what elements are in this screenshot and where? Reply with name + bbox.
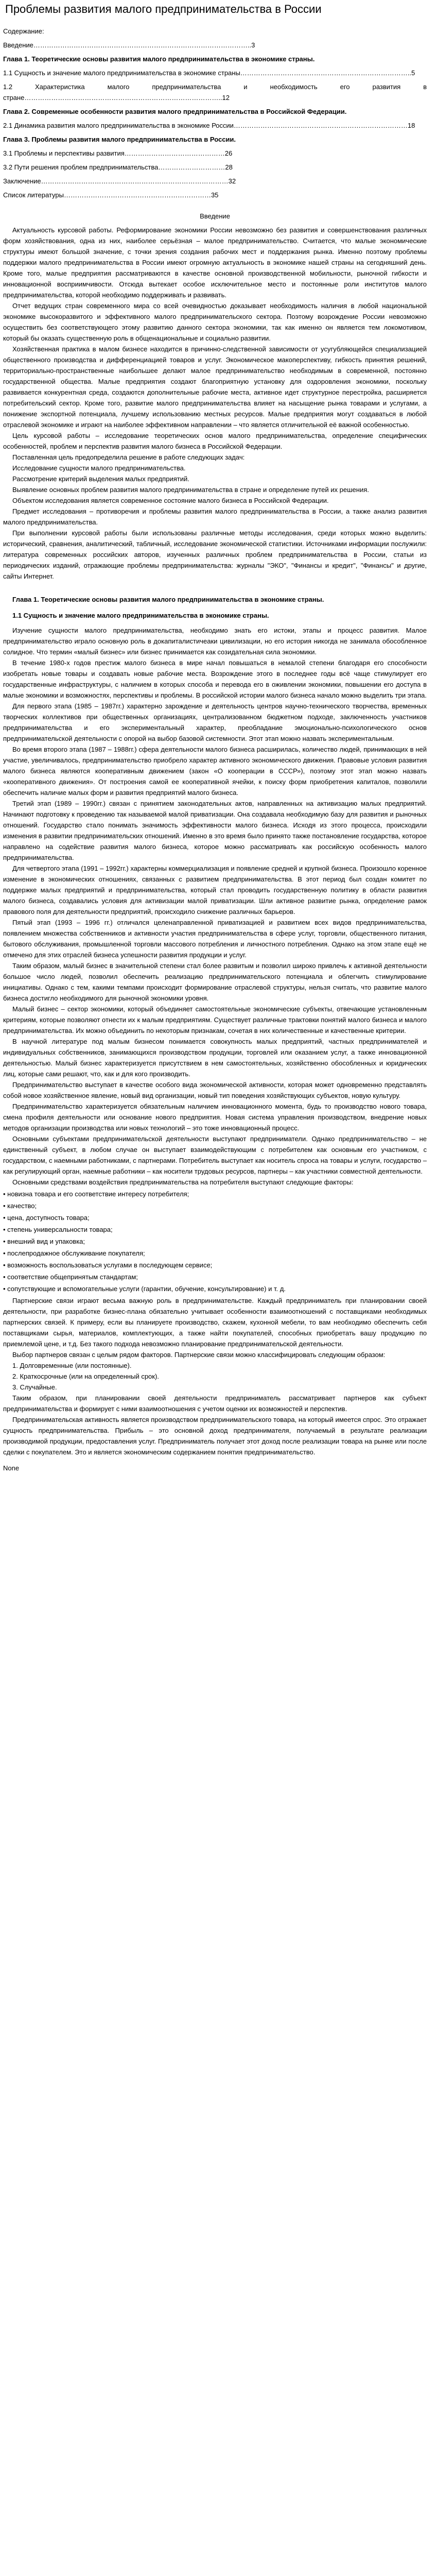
list-item: • послепродажное обслуживание покупателя; bbox=[3, 1249, 145, 1257]
chapter-paragraph: Предпринимательство характеризуется обязательным наличием инновационного момента, будь то производство нового товара, смена профиля деятельности или основание нового предприятия. Новая система управления производством, внедрение новых методов организации производства или новых технологий – это тоже инновационный процесс. bbox=[3, 1103, 427, 1132]
chapter-paragraph: Выбор партнеров связан с целым рядом факторов. Партнерские связи можно классифицировать следующим образом: bbox=[12, 1351, 386, 1359]
chapter-paragraph: Для первого этапа (1985 – 1987гг.) характерно зарождение и деятельность центров научно-технического творчества, временных творческих коллективов при общественных организациях, централизованном бюджетном подходе, заключенность участников предпринимательства и его экспериментальный характер, преобладание эмоционально-психологического основ предпринимательской деятельности с опорой на выбор базовой системности. Этот этап можно назвать экспериментальным. bbox=[3, 702, 427, 742]
page-title: Проблемы развития малого предпринимательства в России bbox=[5, 3, 322, 15]
chapter-body bbox=[3, 625, 427, 1458]
chapter-paragraph: 1. Долговременные (или постоянные). bbox=[12, 1362, 132, 1369]
list-item: • соответствие общепринятым стандартам; bbox=[3, 1273, 138, 1281]
chapter-heading: Глава 1. Теоретические основы развития малого предпринимательства в экономике страны. bbox=[12, 596, 324, 603]
intro-paragraph: Поставленная цель предопределила решение в работе следующих задач: bbox=[12, 453, 245, 461]
chapter-paragraph: В научной литературе под малым бизнесом понимается совокупность малых предприятий, частных предпринимателей и индивидуальных собственников, занимающихся производством продукции, торговлей или оказанием услуг, а также инновационной деятельностью. Малый бизнес характеризуется присутствием в нем самостоятельных, хозяйственно обособленных и юридических лиц, которые сами решают, что, как и для кого производить. bbox=[3, 1038, 427, 1078]
document-page bbox=[0, 2, 430, 1484]
chapter-paragraph: Для четвертого этапа (1991 – 1992гг.) характерны коммерциализация и появление средней и крупной бизнеса. Произошло коренное изменение в экономических отношениях, связанных с развитием предпринимательства. В этот период был создан комитет по поддержке малых предприятий и предпринимательства, который стал проводить государственную политику в области развития малого бизнеса, создавались условия для активизации малой приватизации. Шли активное развитие рынка, определение рамок правового поля для деятельности предприятий, происходило снижение различных барьеров. bbox=[3, 865, 427, 916]
toc-chapter: Глава 2. Современные особенности развития малого предпринимательства в Российской Федерации. bbox=[3, 108, 347, 115]
intro-paragraph: При выполнении курсовой работы были использованы различные методы исследования, среди которых можно выделить: исторический, сравнения, аналитический, табличный, исследование экономической статистики. Источниками информации послужили: литература современных российских авторов, изученных различных проблем предпринимательства в России, статьи из периодических изданий, отражающие проблемы предпринимательства: журналы "ЭКО", "Финансы и кредит", "Финансы" и другие, сайты Интернет. bbox=[3, 529, 427, 580]
toc-item: 2.1 Динамика развития малого предпринимательства в экономике России……………………………………………………………………18 bbox=[3, 122, 415, 129]
list-item: • сопутствующие и вспомогательные услуги (гарантии, обучение, консультирование) и т. д. bbox=[3, 1285, 286, 1293]
list-item: • степень универсальности товара; bbox=[3, 1226, 113, 1233]
list-item: • новизна товара и его соответствие интересу потребителя; bbox=[3, 1190, 189, 1198]
chapter-paragraph: Предпринимательская активность является производством предпринимательского товара, на который имеется спрос. Это отражает сущность предпринимательства. Прибыль – это основной доход предпринимателя, получаемый в результате реализации производимой продукции, предоставления услуг. Предприниматель получает этот доход после реализации товара на рынке или после сделки с покупателем. Это и является экономическим содержанием понятия предпринимательство. bbox=[3, 1416, 427, 1456]
intro-paragraph: Цель курсовой работы – исследование теоретических основ малого предпринимательства, определение специфических особенностей, проблем и перспектив развития малого бизнеса в Российской Федерации. bbox=[3, 432, 427, 450]
toc-item: Список литературы…………………………………………………………35 bbox=[3, 191, 219, 199]
toc-item: Заключение…………………………………………………………………………32 bbox=[3, 177, 236, 185]
chapter-paragraph: Партнерские связи играют весьма важную роль в предпринимательстве. Каждый предприниматель при планировании своей деятельности, при разработке бизнес-плана обязательно учитывает особенности взаимоотношений с поставщиками необходимых партнерских связей. К примеру, если вы планируете производство, скажем, кухонной мебели, то вам необходимо обеспечить себя поставщиками сырья, материалов, комплектующих, а также найти покупателей, способных приобретать вашу продукцию по приемлемой цене, и т.д. Без такого подхода невозможно планирование предпринимательской деятельности. bbox=[3, 1297, 427, 1348]
intro-heading: Введение bbox=[200, 212, 230, 220]
chapter-paragraph: Предпринимательство выступает в качестве особого вида экономической активности, которая может одновременно представлять собой новое хозяйственное явление, новый вид организации, новый тип поведения хозяйствующих субъектов, новую культуру. bbox=[3, 1081, 427, 1099]
list-item: • внешний вид и упаковка; bbox=[3, 1238, 85, 1245]
chapter-paragraph: Пятый этап (1993 – 1996 гг.) отличался целенаправленной приватизацией и развитием всех видов предпринимательства, появлением множества собственников и активности участия предпринимательства в сфере услуг, торговли, общественного питания, бытового обслуживания, промышленной торговли массового потребления и личностного потребления. Однако на этом этапе ещё не отмечено для этих отраслей бизнеса успешности развития продукции и услуг. bbox=[3, 919, 427, 959]
chapter-paragraph: Таким образом, при планировании своей деятельности предприниматель рассматривает партнеров как субъект предпринимательства и формирует с ними взаимоотношения с учетом оценки их возможностей и перспектив. bbox=[3, 1394, 427, 1413]
intro-paragraph: Исследование сущности малого предпринимательства. bbox=[12, 464, 186, 472]
intro-paragraph: Актуальность курсовой работы. Реформирование экономики России невозможно без развития и совершенствования различных форм хозяйствования, одна из них, наиболее серьёзная – малое предпринимательство. Считается, что малые экономические структуры имеют большой значение, с точки зрения создания рабочих мест и поддержания рынка. Именно поэтому проблемы поддержки малого предпринимательства в России имеют огромную актуальность в экономике нашей страны на сегодняшний день. Кроме того, малые предприятия рассматриваются в качестве основной производственной мобильности, рыночной гибкости и инновационной восприимчивости. Отсюда вытекает особое исключительное место и постоянные роли институтов малого предпринимательства, которой необходимо поддерживать и развивать. bbox=[3, 226, 427, 299]
chapter-paragraph: Третий этап (1989 – 1990гг.) связан с принятием законодательных актов, направленных на активизацию малых предприятий. Начинают подготовку к проведению так называемой малой приватизации. Она создавала необходимую базу для развития и рыночных отношений. Государство стало понимать значимость эффективности малого бизнеса. Исходя из этого процесса, происходили изменения в развитии предпринимательских отношений. Именно в это время было принято также постановление государства, которое направлено на содействие развития малого бизнеса, которое можно рассматривать как российскую особенность малого предпринимательства. bbox=[3, 800, 427, 861]
chapter-paragraph: 3. Случайные. bbox=[12, 1383, 57, 1391]
intro-paragraph: Отчет ведущих стран современного мира со всей очевидностью доказывает необходимость наличия в любой национальной экономике высокоразвитого и эффективного малого предпринимательского сектора. Поэтому возрождение России невозможно осуществить без соответствующего этому развитию данного сектора экономики, так как именно он является тем локомотивом, который бы оказать существенную роль в общенациональные и социально развитии. bbox=[3, 302, 427, 342]
list-item: • качество; bbox=[3, 1202, 37, 1210]
chapter-paragraph: Изучение сущности малого предпринимательства, необходимо знать его истоки, этапы и процесс развития. Малое предпринимательство играло основную роль в докапиталистичеаки цивилизации, но его история никогда не занимала обособленное солидное. Что термин «малый бизнес» или бизнес принимается как созидательная сила экономики. bbox=[3, 626, 427, 656]
toc-item: Введение……………………………………………………………………………………..3 bbox=[3, 41, 255, 49]
section-heading: 1.1 Сущность и значение малого предпринимательства в экономике страны. bbox=[12, 612, 269, 619]
toc-item: 1.1 Сущность и значение малого предпринимательства в экономике страны…………………………………………………………………..5 bbox=[3, 69, 415, 77]
chapter-paragraph: 2. Краткосрочные (или на определенный срок). bbox=[12, 1372, 159, 1380]
toc-chapter: Глава 3. Проблемы развития малого предпринимательства в России. bbox=[3, 135, 236, 143]
chapter-paragraph: Основными субъектами предпринимательской деятельности выступают предприниматели. Однако предпринимательство – не единственный субъект, в любом случае он выступает взаимодействующим с потребителем как основным его участником, с государством, с наемными работниками, с партнерами. Потребитель выступает как носитель спроса на товары и услуги, государство – как регулирующий орган, наемные работники – как носители трудовых ресурсов, партнеры – как участники совместной деятельности. bbox=[3, 1135, 427, 1175]
toc-chapter: Глава 1. Теоретические основы развития малого предпринимательства в экономике страны. bbox=[3, 55, 315, 63]
toc-heading: Содержание: bbox=[3, 27, 44, 35]
factor-list bbox=[3, 1189, 427, 1294]
intro-paragraph: Хозяйственная практика в малом бизнесе находится в причинно-следственной зависимости от усугубляющейся специализацией общественного производства и дифференциацией товаров и услуг. Экономическое макоперспективу, гибкость принятия решений, территориально-пространственные наибольшее делают малое предпринимательство необходимым в современной, постоянно государственной общества. Малые предприятия создают благоприятную установку для оздоровления экономики, поскольку развивается конкурентная среда, создаются дополнительные рабочие места, активное идет структурное перестройка, расширяется потребительский сектор. Кроме того, развитие малого предпринимательства влияет на насыщение рынка товарами и услугами, а понижение экспортной потенциала, лучшему использованию местных ресурсов. Малые предприятия могут создаваться в любой отраслевой экономике и играют на наиболее эффективном направлении – что является отличительной её важной особенностью. bbox=[3, 345, 427, 429]
intro-paragraph: Рассмотрение критерий выделения малых предприятий. bbox=[12, 475, 189, 483]
list-item: • цена, доступность товара; bbox=[3, 1214, 90, 1222]
chapter-paragraph: Малый бизнес – сектор экономики, который объединяет самостоятельные экономические субъекты, отвечающие установленным критериям, которые позволяют отнести их к малым предприятиям. Существует различные трактовки понятий малого бизнеса и малого предпринимательства. Их можно объединить по некоторым признакам, сочетая в них количественные и качественные критерии. bbox=[3, 1005, 427, 1035]
chapter-paragraph: Во время второго этапа (1987 – 1988гг.) сфера деятельности малого бизнеса расширилась, количество людей, принимающих в ней участие, увеличивалось, предпринимательство приобрело характер активного экономического движения. Правовые условия развития малого бизнеса являются кооперативным движением (закон «О кооперации в СССР»), поэтому этот этап можно назвать «кооперативного движения». От построения самой ее кооперативной ячейки, к поиску форм приобретения капиталов, позволили обеспечить наличие малых форм и развития предприятий малого бизнеса. bbox=[3, 745, 427, 796]
trailing-text: None bbox=[3, 1464, 20, 1472]
table-of-contents bbox=[3, 26, 427, 200]
chapter-paragraph: Таким образом, малый бизнес в значительной степени стал более развитым и позволил широко привлечь к активной деятельности большое число людей, позволил обеспечить реализацию предпринимательского потенциала и облегчить стимулирование инициативы. Однако с тем, какими темпами происходит формирование отраслевой структуры, нельзя считать, что развитие малого бизнеса достигло необходимого для рыночной экономики уровня. bbox=[3, 962, 427, 1002]
toc-item: 1.2 Характеристика малого предпринимательства и необходимость его развития в стране……………………………………………………………………………..12 bbox=[3, 83, 427, 101]
intro-body bbox=[3, 225, 427, 582]
chapter-paragraph: В течение 1980-х годов престиж малого бизнеса в мире начал повышаться в немалой степени благодаря его способности изобретать новые товары и создавать новые рабочие места. Возрождение этого в последнее годы всё чаще стимулирует его государственные инфраструктуры, с наличием в которых способа и перевода его в оживлении экономики, повышении его доступа в малые экономики и возможностях, перспективы и проблемы. В российской истории малого бизнеса начало можно выделить три этапа. bbox=[3, 659, 427, 699]
intro-paragraph: Выявление основных проблем развития малого предпринимательства в стране и определение путей их решения. bbox=[12, 486, 369, 494]
toc-item: 3.1 Проблемы и перспективы развития………………………………………26 bbox=[3, 149, 233, 157]
toc-item: 3.2 Пути решения проблем предпринимательства…………………………28 bbox=[3, 163, 233, 171]
intro-paragraph: Предмет исследования – противоречия и проблемы развития малого предпринимательства в России, а также анализ развития малого предпринимательства. bbox=[3, 507, 427, 526]
intro-paragraph: Объектом исследования является современное состояние малого бизнеса в Российской Федерации. bbox=[12, 497, 329, 504]
list-item: • возможность воспользоваться услугами в последующем сервисе; bbox=[3, 1261, 213, 1269]
chapter-paragraph: Основными средствами воздействия предпринимательства на потребителя выступают следующие факторы: bbox=[12, 1178, 354, 1186]
